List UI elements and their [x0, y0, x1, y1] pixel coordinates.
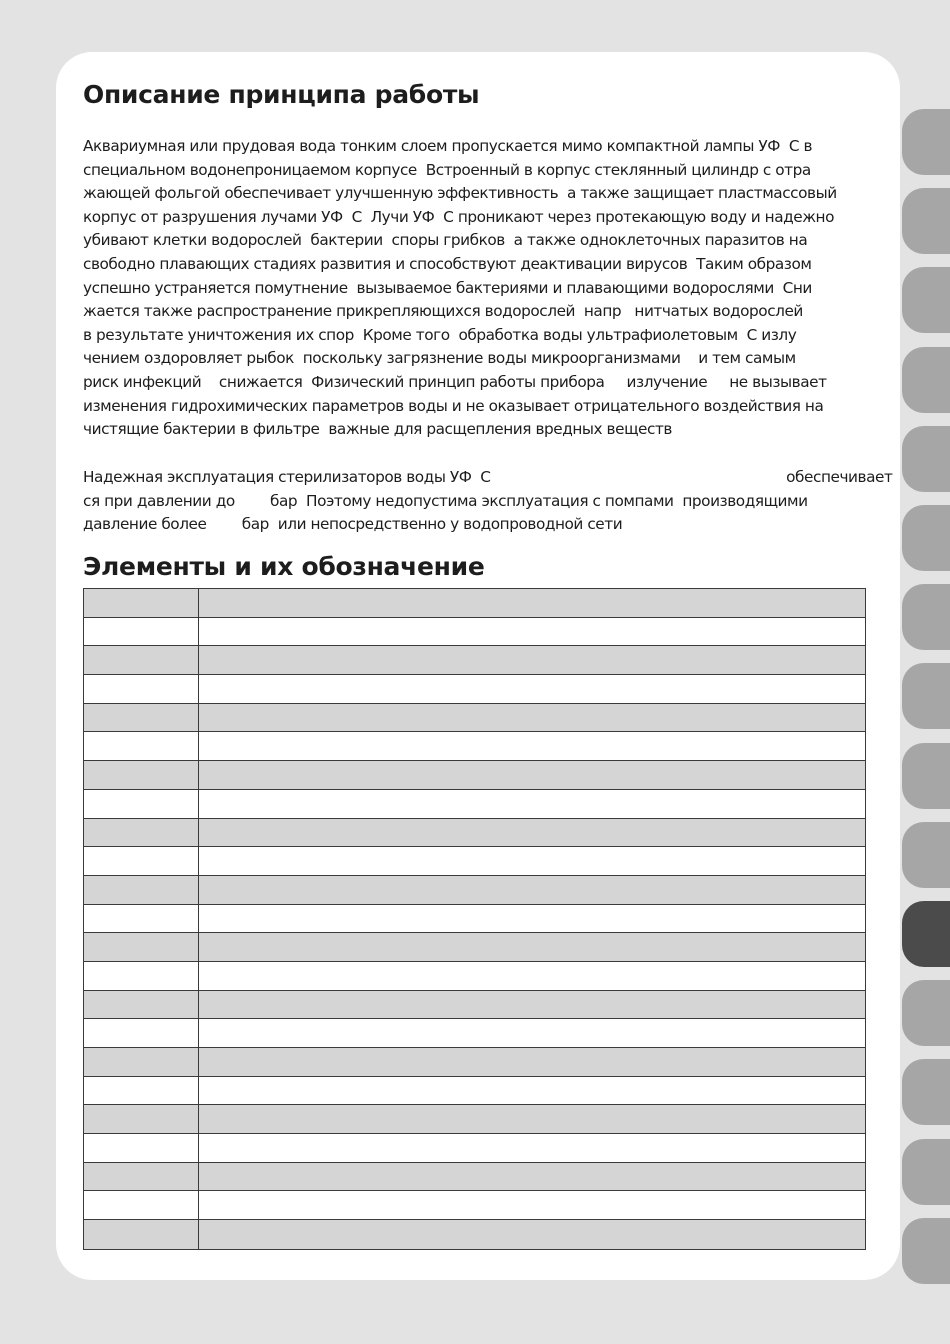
- table-row: [84, 991, 865, 1020]
- element-number-cell: [84, 761, 199, 789]
- side-tab[interactable]: [902, 1218, 950, 1284]
- table-row: [84, 1105, 865, 1134]
- element-description-cell: [199, 761, 865, 789]
- element-description-cell: [199, 1134, 865, 1162]
- element-number-cell: [84, 618, 199, 646]
- table-row: [84, 1134, 865, 1163]
- paragraph-line: чистящие бактерии в фильтре важные для расщепления вредных веществ: [83, 420, 672, 439]
- element-number-cell: [84, 1048, 199, 1076]
- paragraph-line: успешно устраняется помутнение вызываемое бактериями и плавающими водорослями Сни: [83, 278, 812, 297]
- element-description-cell: [199, 876, 865, 904]
- side-tab[interactable]: [902, 1139, 950, 1205]
- element-number-cell: [84, 962, 199, 990]
- table-row: [84, 876, 865, 905]
- element-description-cell: [199, 589, 865, 617]
- principle-heading: Описание принципа работы: [83, 80, 480, 109]
- table-row: [84, 905, 865, 934]
- element-number-cell: [84, 732, 199, 760]
- element-number-cell: [84, 905, 199, 933]
- table-row: [84, 1077, 865, 1106]
- table-row: [84, 847, 865, 876]
- element-number-cell: [84, 1191, 199, 1219]
- element-number-cell: [84, 1134, 199, 1162]
- element-description-cell: [199, 905, 865, 933]
- paragraph-line: чением оздоровляет рыбок поскольку загрязнение воды микроорганизмами и тем самым: [83, 349, 796, 368]
- paragraph-line: убивают клетки водорослей бактерии споры грибков а также одноклеточных паразитов на: [83, 231, 808, 250]
- table-row: [84, 1163, 865, 1192]
- element-description-cell: [199, 1048, 865, 1076]
- side-tab[interactable]: [902, 267, 950, 333]
- element-description-cell: [199, 1163, 865, 1191]
- element-description-cell: [199, 962, 865, 990]
- table-row: [84, 1048, 865, 1077]
- element-number-cell: [84, 675, 199, 703]
- element-description-cell: [199, 704, 865, 732]
- paragraph-line: Аквариумная или прудовая вода тонким слоем пропускается мимо компактной лампы УФ С в: [83, 137, 813, 155]
- element-number-cell: [84, 1220, 199, 1249]
- side-tab[interactable]: [902, 743, 950, 809]
- side-tab-active[interactable]: [902, 901, 950, 967]
- elements-table: [83, 588, 866, 1250]
- element-number-cell: [84, 876, 199, 904]
- paragraph-line: ся при давлении до бар Поэтому недопустима эксплуатация с помпами производящими: [83, 491, 808, 510]
- side-tab[interactable]: [902, 663, 950, 729]
- table-row: [84, 589, 865, 618]
- paragraph-line: риск инфекций снижается Физический принцип работы прибора излучение не вызывает: [83, 372, 827, 391]
- paragraph-line: в результате уничтожения их спор Кроме того обработка воды ультрафиолетовым С излу: [83, 325, 797, 344]
- element-description-cell: [199, 847, 865, 875]
- side-tab[interactable]: [902, 505, 950, 571]
- table-row: [84, 675, 865, 704]
- side-tab[interactable]: [902, 426, 950, 492]
- paragraph-line: изменения гидрохимических параметров воды и не оказывает отрицательного воздействия на: [83, 396, 824, 415]
- element-number-cell: [84, 646, 199, 674]
- element-number-cell: [84, 847, 199, 875]
- table-row: [84, 618, 865, 647]
- table-row: [84, 933, 865, 962]
- paragraph-line: жается также распространение прикрепляющихся водорослей напр нитчатых водорослей: [83, 302, 803, 321]
- element-description-cell: [199, 646, 865, 674]
- element-number-cell: [84, 1163, 199, 1191]
- side-tab[interactable]: [902, 584, 950, 650]
- principle-paragraph-2: [83, 466, 893, 537]
- paragraph-line: жающей фольгой обеспечивает улучшенную эффективность а также защищает пластмассовый: [83, 184, 837, 203]
- table-row: [84, 1019, 865, 1048]
- side-tab[interactable]: [902, 188, 950, 254]
- table-row: [84, 761, 865, 790]
- table-row: [84, 1220, 865, 1249]
- element-number-cell: [84, 1019, 199, 1047]
- side-tab[interactable]: [902, 347, 950, 413]
- element-number-cell: [84, 933, 199, 961]
- paragraph-line: корпус от разрушения лучами УФ С Лучи УФ С проникают через протекающую воду и надежно: [83, 207, 835, 226]
- principle-paragraph-1: [83, 135, 883, 442]
- element-description-cell: [199, 618, 865, 646]
- element-number-cell: [84, 991, 199, 1019]
- side-tab[interactable]: [902, 109, 950, 175]
- table-row: [84, 790, 865, 819]
- paragraph-line: свободно плавающих стадиях развития и способствуют деактивации вирусов Таким образом: [83, 254, 812, 273]
- element-description-cell: [199, 1105, 865, 1133]
- elements-heading: Элементы и их обозначение: [83, 552, 485, 581]
- element-description-cell: [199, 1019, 865, 1047]
- element-description-cell: [199, 790, 865, 818]
- element-number-cell: [84, 819, 199, 847]
- table-row: [84, 732, 865, 761]
- element-description-cell: [199, 1077, 865, 1105]
- side-tab[interactable]: [902, 1059, 950, 1125]
- table-row: [84, 819, 865, 848]
- element-description-cell: [199, 1220, 865, 1249]
- element-description-cell: [199, 675, 865, 703]
- side-tab[interactable]: [902, 822, 950, 888]
- table-row: [84, 704, 865, 733]
- table-row: [84, 646, 865, 675]
- paragraph-line: Надежная эксплуатация стерилизаторов воды УФ С обеспечивает: [83, 468, 893, 486]
- paragraph-line: специальном водонепроницаемом корпусе Встроенный в корпус стеклянный цилиндр с отра: [83, 160, 811, 179]
- element-number-cell: [84, 790, 199, 818]
- element-description-cell: [199, 933, 865, 961]
- element-number-cell: [84, 1077, 199, 1105]
- paragraph-line: давление более бар или непосредственно у водопроводной сети: [83, 515, 623, 534]
- table-row: [84, 962, 865, 991]
- element-description-cell: [199, 991, 865, 1019]
- side-tab[interactable]: [902, 980, 950, 1046]
- element-description-cell: [199, 732, 865, 760]
- element-number-cell: [84, 1105, 199, 1133]
- table-row: [84, 1191, 865, 1220]
- element-description-cell: [199, 1191, 865, 1219]
- element-number-cell: [84, 704, 199, 732]
- element-description-cell: [199, 819, 865, 847]
- element-number-cell: [84, 589, 199, 617]
